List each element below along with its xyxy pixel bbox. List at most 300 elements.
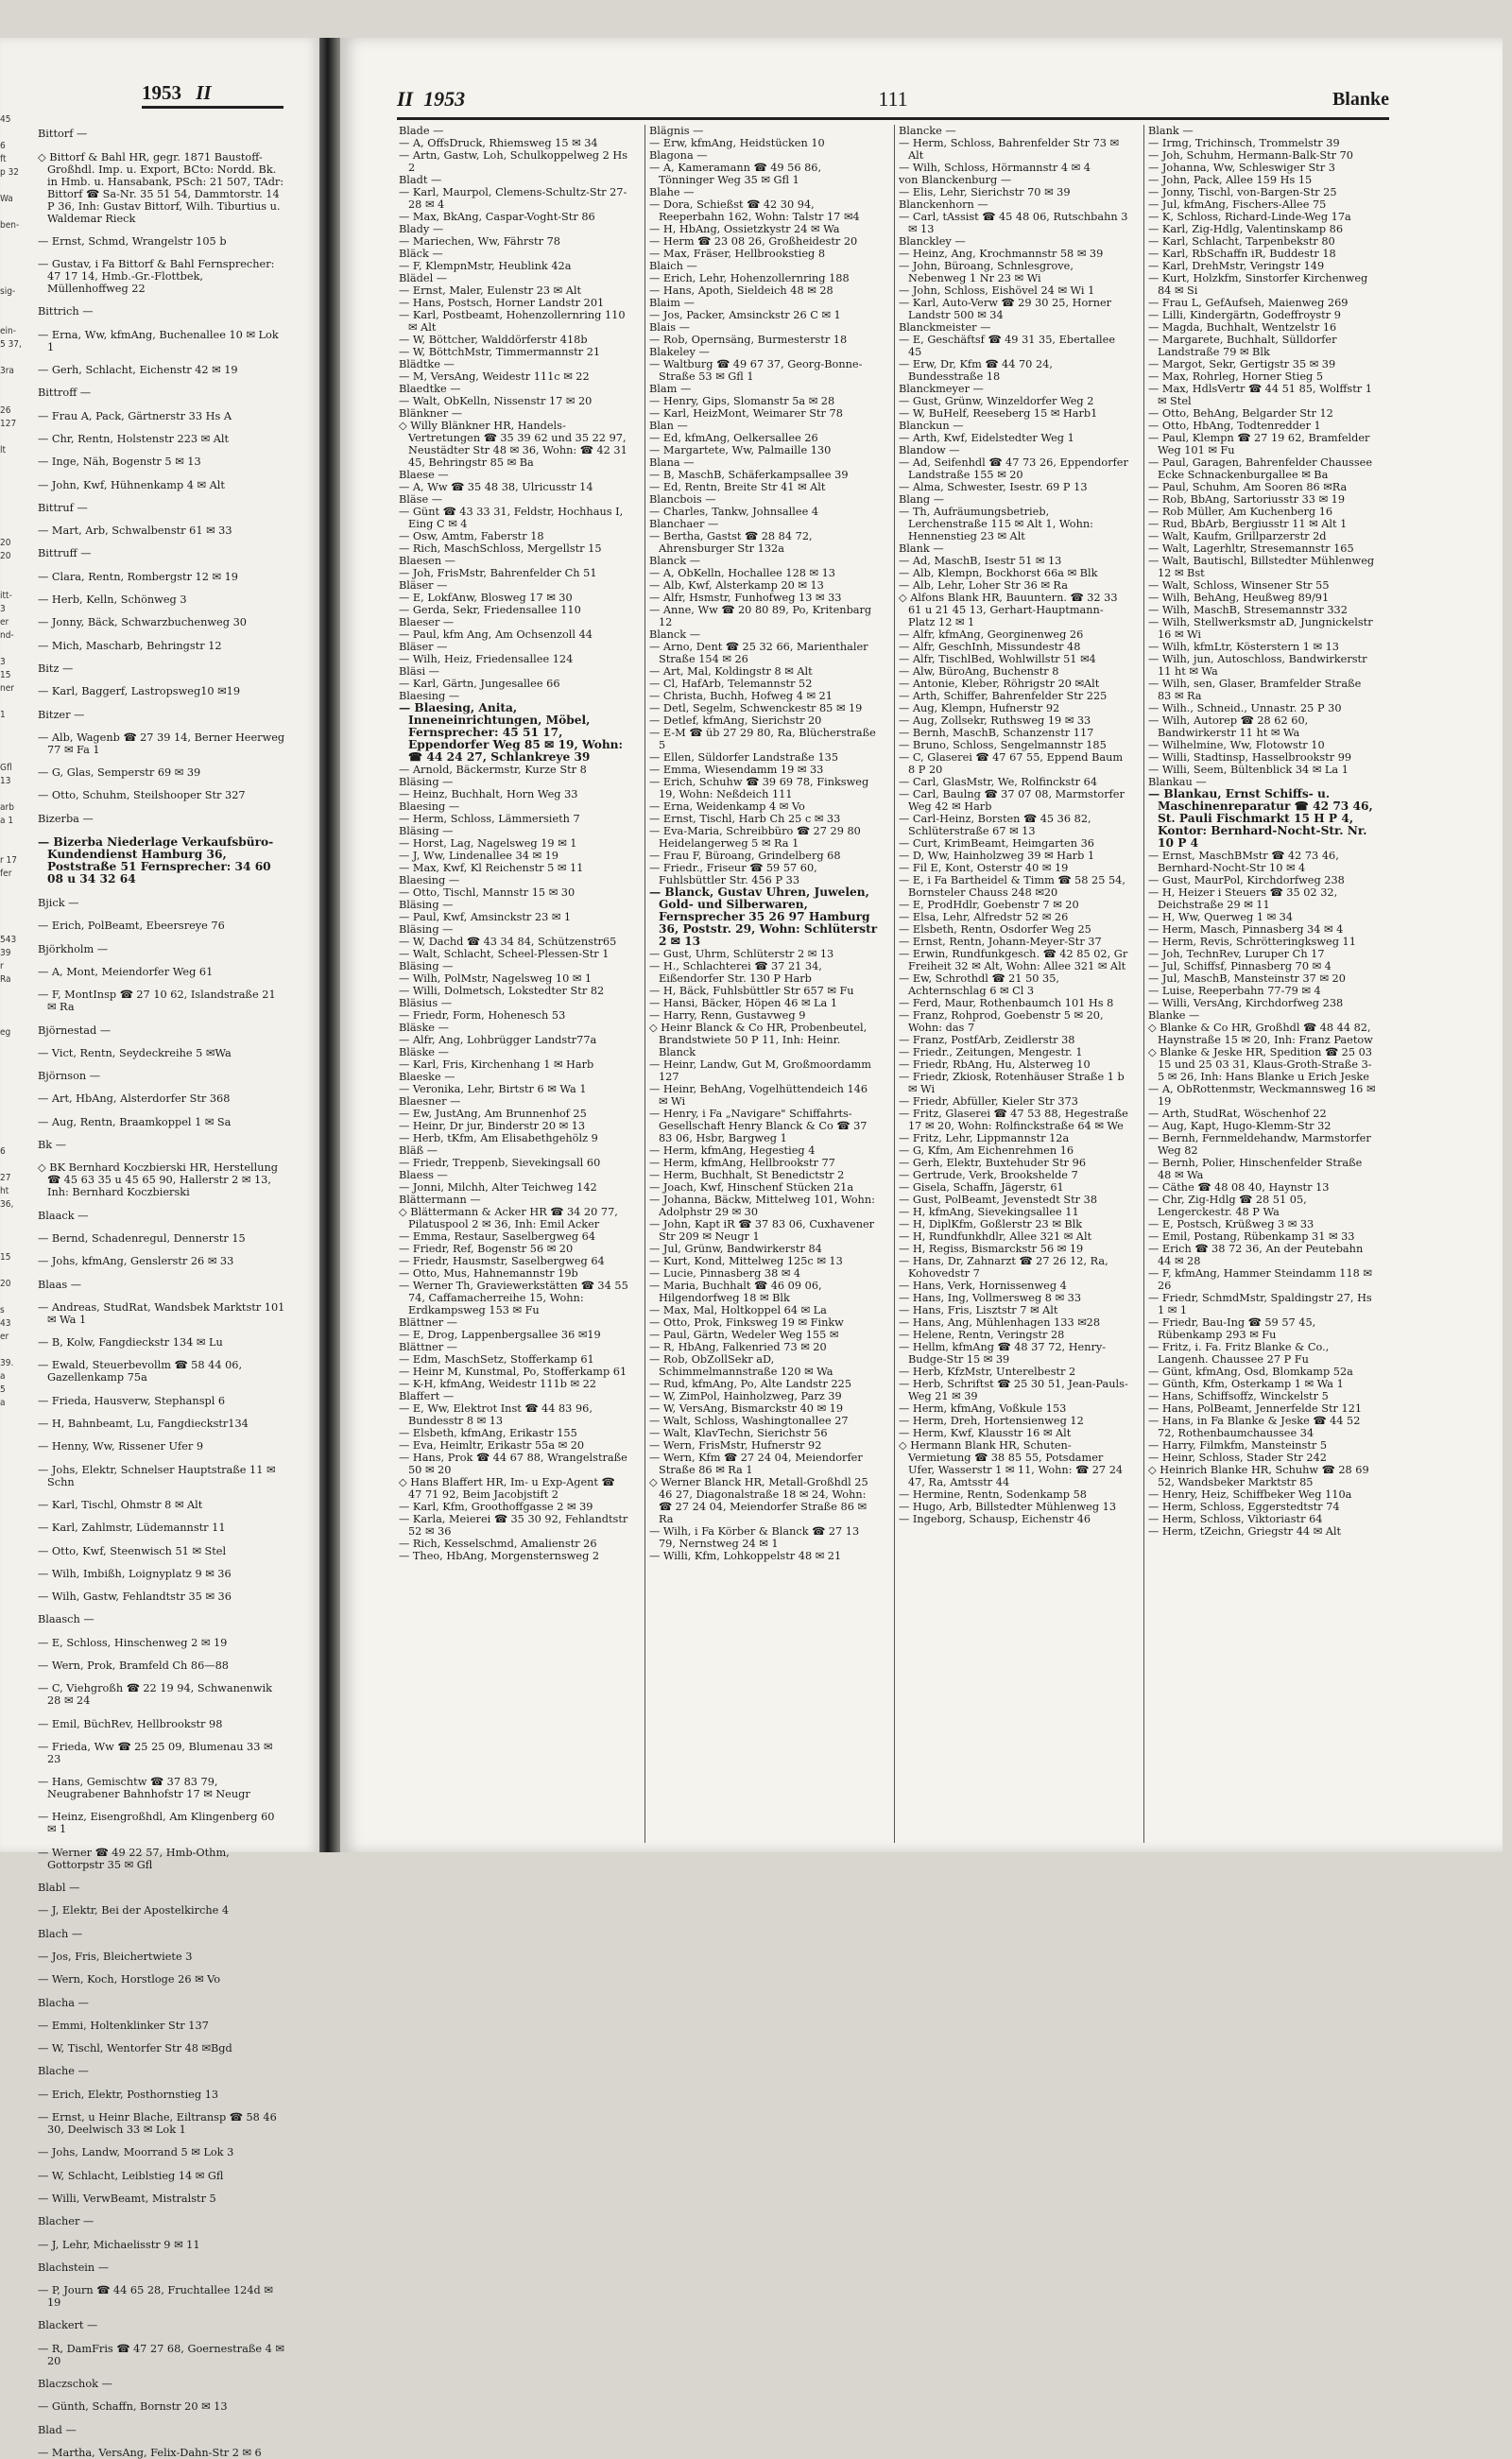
edge-fragment <box>0 920 15 934</box>
directory-entry: — Waltburg ☎ 49 67 37, Georg-Bonne-Straße 53 ✉ Gfl 1 <box>649 358 863 383</box>
directory-entry: — Hans, PolBeamt, Jennerfelde Str 121 <box>1148 1402 1363 1415</box>
directory-entry: — Heinr, Schloss, Stader Str 242 <box>1148 1452 1327 1464</box>
directory-entry: — Frau L, GefAufseh, Maienweg 269 <box>1148 297 1349 309</box>
edge-fragment: r 17 <box>0 855 17 866</box>
directory-entry: Blabl — <box>38 1882 80 1895</box>
directory-entry: — Hans, Verk, Hornissenweg 4 <box>899 1280 1067 1292</box>
directory-entry: Bladt — <box>399 174 442 186</box>
edge-fragment <box>0 643 15 656</box>
directory-entry: — Cäthe ☎ 48 08 40, Haynstr 13 <box>1148 1181 1330 1194</box>
directory-entry: — Franz, PostfArb, Zeidlerstr 38 <box>899 1034 1075 1046</box>
directory-entry: — Heinz, Ang, Krochmannstr 58 ✉ 39 <box>899 248 1104 260</box>
directory-entry: — Ferd, Maur, Rothenbaumch 101 Hs 8 <box>899 997 1114 1009</box>
directory-entry: — Carl-Heinz, Borsten ☎ 45 36 82, Schlüterstraße 67 ✉ 13 <box>899 813 1091 837</box>
edge-fragment: 5 37, <box>0 339 22 350</box>
directory-entry: — Karl, Gärtn, Jungesallee 66 <box>399 678 560 690</box>
edge-fragment <box>0 735 15 748</box>
directory-entry: Blaas — <box>38 1278 82 1291</box>
edge-fragment: r <box>0 961 4 972</box>
edge-fragment <box>0 232 15 246</box>
edge-fragment <box>0 1225 15 1238</box>
catchword: Blanke <box>1332 89 1389 110</box>
directory-entry: — Dora, Schießst ☎ 42 30 94, Reeperbahn 162, Wohn: Talstr 17 ✉4 <box>649 198 860 223</box>
directory-entry: — Alfr, Hsmstr, Funhofweg 13 ✉ 33 <box>649 592 842 604</box>
directory-entry: — Erw, kfmAng, Heidstücken 10 <box>649 137 825 149</box>
edge-fragment <box>0 259 15 272</box>
directory-entry: Blankau — <box>1148 776 1207 788</box>
directory-entry: Bläsing — <box>399 899 454 911</box>
directory-entry: — John, Pack, Allee 159 Hs 15 <box>1148 174 1313 186</box>
directory-entry: — Johanna, Bäckw, Mittelweg 101, Wohn: Adolphstr 29 ✉ 30 <box>649 1194 875 1218</box>
directory-entry: — A, ObKelln, Hochallee 128 ✉ 13 <box>649 567 835 579</box>
edge-fragment: ht <box>0 1186 9 1196</box>
directory-entry: — Herm, Dreh, Hortensienweg 12 <box>899 1415 1084 1427</box>
directory-entry: — Margartete, Ww, Palmaille 130 <box>649 444 832 456</box>
directory-entry: — F, kfmAng, Hammer Steindamm 118 ✉ 26 <box>1148 1267 1372 1292</box>
directory-entry: Bläsing — <box>399 923 454 936</box>
directory-entry: — D, Ww, Hainholzweg 39 ✉ Harb 1 <box>899 850 1095 862</box>
directory-entry: Björkholm — <box>38 942 109 955</box>
directory-entry: — Kurt, Holzkfm, Sinstorfer Kirchenweg 84 ✉ Si <box>1148 272 1368 297</box>
directory-entry: Björnson — <box>38 1070 101 1083</box>
directory-entry: — Hans, Ing, Vollmersweg 8 ✉ 33 <box>899 1292 1082 1304</box>
directory-entry: — H, DiplKfm, Goßlerstr 23 ✉ Blk <box>899 1218 1083 1230</box>
edge-fragment: 43 <box>0 1318 11 1329</box>
directory-entry: — Max, Rohrleg, Horner Stieg 5 <box>1148 370 1324 383</box>
header-part: II <box>397 87 414 111</box>
directory-entry: — Erna, Weidenkamp 4 ✉ Vo <box>649 800 805 813</box>
edge-fragment: 26 <box>0 405 11 416</box>
directory-entry: — Heinz, Eisengroßhdl, Am Klingenberg 60 ✉ 1 <box>38 1811 275 1836</box>
directory-entry: — H, Bäck, Fuhlsbüttler Str 657 ✉ Fu <box>649 985 854 997</box>
directory-entry: Blana — <box>649 456 695 469</box>
directory-entry: — E, ProdHdlr, Goebenstr 7 ✉ 20 <box>899 899 1079 911</box>
directory-entry: — E, Postsch, Krüßweg 3 ✉ 33 <box>1148 1218 1314 1230</box>
directory-entry: — Wern, Kfm ☎ 27 24 04, Meiendorfer Straße 86 ✉ Ra 1 <box>649 1452 863 1476</box>
edge-fragment: itt- <box>0 591 12 601</box>
directory-entry: — John, Büroang, Schnlesgrove, Nebenweg 1 Nr 23 ✉ Wi <box>899 260 1074 284</box>
directory-entry: ◇ Werner Blanck HR, Metall-Großhdl 25 46 27, Diagonalstraße 18 ✉ 24, Wohn: ☎ 27 24 04, Meiendorfer Straße 86 ✉ Ra <box>649 1476 868 1525</box>
directory-entry: — Erna, Ww, kfmAng, Buchenallee 10 ✉ Lok 1 <box>38 328 279 353</box>
directory-entry: — Gertrude, Verk, Brookshelde 7 <box>899 1169 1078 1181</box>
directory-entry: — Gerh, Schlacht, Eichenstr 42 ✉ 19 <box>38 364 238 377</box>
directory-entry: — Walt, Schloss, Washingtonallee 27 <box>649 1415 849 1427</box>
directory-entry: — Jos, Packer, Amsinckstr 26 C ✉ 1 <box>649 309 841 321</box>
edge-fragment <box>0 841 15 854</box>
directory-entry: — Herb, Schriftst ☎ 25 30 51, Jean-Pauls-Weg 21 ✉ 39 <box>899 1378 1128 1402</box>
directory-entry: — Herm, kfmAng, Hegestieg 4 <box>649 1144 816 1157</box>
directory-entry: — Karl, Zig-Hdlg, Valentinskamp 86 <box>1148 223 1344 235</box>
directory-entry: — Vict, Rentn, Seydeckreihe 5 ✉Wa <box>38 1046 232 1059</box>
directory-entry: Blanckmeyer — <box>899 383 984 395</box>
edge-fragment: sig- <box>0 286 16 297</box>
directory-entry: — Wilh, Autorep ☎ 28 62 60, Bandwirkerstr 11 ht ✉ Wa <box>1148 714 1309 739</box>
edge-fragment <box>0 1000 15 1013</box>
directory-entry: — Rud, kfmAng, Po, Alte Landstr 225 <box>649 1378 852 1390</box>
directory-entry: — E, i Fa Bartheidel & Timm ☎ 58 25 54, Bornsteler Chauss 248 ✉20 <box>899 874 1125 899</box>
directory-entry: — Alfr, kfmAng, Georginenweg 26 <box>899 628 1084 641</box>
directory-entry: — Paul, Garagen, Bahrenfelder Chaussee Ecke Schnackenburgallee ✉ Ba <box>1148 456 1373 481</box>
edge-fragment <box>0 576 15 590</box>
directory-entry: — Martha, VersAng, Felix-Dahn-Str 2 ✉ 6 <box>38 2446 262 2459</box>
directory-entry: — Friedr, Zkiosk, Rotenhäuser Straße 1 b ✉ Wi <box>899 1071 1125 1095</box>
directory-entry: — A, Kameramann ☎ 49 56 86, Tönninger Weg 35 ✉ Gfl 1 <box>649 162 822 186</box>
directory-entry: — Wilhelmine, Ww, Flotowstr 10 <box>1148 739 1325 751</box>
directory-entry: Blang — <box>899 493 945 506</box>
directory-entry: Bläser — <box>399 641 448 653</box>
directory-entry: — Bizerba Niederlage Verkaufsbüro-Kundendienst Hamburg 36, Poststraße 51 Fernsprecher: 34 60 08 u 34 32 64 <box>38 834 274 886</box>
directory-entry: — Günt, kfmAng, Osd, Blomkamp 52a <box>1148 1366 1353 1378</box>
edge-fragment: ft <box>0 154 7 164</box>
directory-entry: — Karla, Meierei ☎ 35 30 92, Fehlandtstr 52 ✉ 36 <box>399 1513 628 1538</box>
directory-entry: — Karl, Tischl, Ohmstr 8 ✉ Alt <box>38 1498 203 1511</box>
directory-entry: — Friedr, Bau-Ing ☎ 59 57 45, Rübenkamp 293 ✉ Fu <box>1148 1316 1316 1341</box>
edge-fragment <box>0 1053 15 1066</box>
directory-entry: Blaess — <box>399 1169 448 1181</box>
edge-fragment: a <box>0 1398 6 1408</box>
directory-entry: — Herb, tKfm, Am Elisabethgehölz 9 <box>399 1132 598 1144</box>
directory-entry: — Arth, Kwf, Eidelstedter Weg 1 <box>899 432 1074 444</box>
directory-entry: — Hansi, Bäcker, Höpen 46 ✉ La 1 <box>649 997 838 1009</box>
directory-entry: Blady — <box>399 223 444 235</box>
directory-entry: Bittorf — <box>38 128 88 141</box>
edge-fragment: ner <box>0 683 14 694</box>
directory-entry: Bittroff — <box>38 387 92 400</box>
directory-entry: — Ernst, Schmd, Wrangelstr 105 b <box>38 234 227 248</box>
directory-entry: Blank — <box>899 542 944 555</box>
directory-entry: — Harry, Renn, Gustavweg 9 <box>649 1009 806 1022</box>
edge-fragment: a 1 <box>0 816 14 826</box>
directory-entry: — Wilh, sen, Glaser, Bramfelder Straße 83 ✉ Ra <box>1148 678 1362 702</box>
directory-entry: — Karl, DrehMstr, Veringstr 149 <box>1148 260 1325 272</box>
directory-entry: — Ernst, Rentn, Johann-Meyer-Str 37 <box>899 936 1102 948</box>
directory-entry: Blad — <box>38 2423 77 2436</box>
directory-entry: Blancbois — <box>649 493 716 506</box>
edge-fragment <box>0 894 15 907</box>
edge-fragment: ben- <box>0 220 20 231</box>
edge-fragment <box>0 1291 15 1304</box>
edge-fragment <box>0 1079 15 1092</box>
directory-entry: — J, Lehr, Michaelisstr 9 ✉ 11 <box>38 2238 200 2251</box>
edge-fragment <box>0 1132 15 1145</box>
directory-entry: — Osw, Amtm, Faberstr 18 <box>399 530 544 542</box>
directory-entry: — Alma, Schwester, Isestr. 69 P 13 <box>899 481 1088 493</box>
directory-entry: — Walt, KlavTechn, Sierichstr 56 <box>649 1427 828 1439</box>
directory-entry: — Heinr M, Kunstmal, Po, Stofferkamp 61 <box>399 1366 627 1378</box>
directory-entry: — Willi, Dolmetsch, Lokstedter Str 82 <box>399 985 605 997</box>
directory-entry: — Joh, FrisMstr, Bahrenfelder Ch 51 <box>399 567 597 579</box>
directory-entry: — Ad, MaschB, Isestr 51 ✉ 13 <box>899 555 1062 567</box>
directory-entry: — Ew, JustAng, Am Brunnenhof 25 <box>399 1108 587 1120</box>
directory-entry: Blaesing — <box>399 874 460 886</box>
directory-entry: Blagona — <box>649 149 708 162</box>
directory-entry: — Gust, Uhrm, Schlüterstr 2 ✉ 13 <box>649 948 834 960</box>
directory-entry: — Jonni, Milchh, Alter Teichweg 142 <box>399 1181 597 1194</box>
directory-entry: — Alb, Lehr, Loher Str 36 ✉ Ra <box>899 579 1068 592</box>
directory-entry: — W, Tischl, Wentorfer Str 48 ✉Bgd <box>38 2042 232 2055</box>
edge-fragment <box>0 378 15 391</box>
directory-entry: — Karl, Zahlmstr, Lüdemannstr 11 <box>38 1522 226 1535</box>
directory-entry: Bizerba — <box>38 812 94 825</box>
directory-entry: — Henry, Heiz, Schiffbeker Weg 110a <box>1148 1488 1352 1501</box>
directory-entry: — Herm, kfmAng, Voßkule 153 <box>899 1402 1067 1415</box>
directory-entry: — E, Schloss, Hinschenweg 2 ✉ 19 <box>38 1636 228 1649</box>
directory-entry: Bittruf — <box>38 501 88 514</box>
edge-fragment: 1 <box>0 710 6 720</box>
directory-entry: Blanchaer — <box>649 518 719 530</box>
directory-entry: — Emil, Postang, Rübenkamp 31 ✉ 33 <box>1148 1230 1355 1243</box>
directory-entry: — Max, BkAng, Caspar-Voght-Str 86 <box>399 211 595 223</box>
directory-entry: — Ewald, Steuerbevollm ☎ 58 44 06, Gazellenkamp 75a <box>38 1359 243 1384</box>
directory-entry: — Wilh, MaschB, Stresemannstr 332 <box>1148 604 1348 616</box>
directory-entry: — Herb, Kelln, Schönweg 3 <box>38 593 187 607</box>
directory-entry: — Joach, Kwf, Hinschenf Stücken 21a <box>649 1181 854 1194</box>
directory-entry: — Gust, MaurPol, Kirchdorfweg 238 <box>1148 874 1345 886</box>
edge-fragment: 543 <box>0 935 17 945</box>
directory-entry: — Werner Th, Graviewerkstätten ☎ 34 55 74, Caffamacherreihe 15, Wohn: Erdkampsweg 153 ✉ Fu <box>399 1280 628 1316</box>
directory-entry: — John, Schloss, Eishövel 24 ✉ Wi 1 <box>899 284 1095 297</box>
directory-entry: — Wern, Prok, Bramfeld Ch 86—88 <box>38 1659 229 1672</box>
directory-entry: ◇ Blättermann & Acker HR ☎ 34 20 77, Pilatuspool 2 ✉ 36, Inh: Emil Acker <box>399 1206 618 1230</box>
directory-entry: — Th, Aufräumungsbetrieb, Lerchenstraße 115 ✉ Alt 1, Wohn: Hennenstieg 23 ✉ Alt <box>899 506 1093 542</box>
directory-entry: — Blankau, Ernst Schiffs- u. Maschinenreparatur ☎ 42 73 46, St. Pauli Fischmarkt 15 H P 4, Kontor: Bernhard-Nocht-Str. Nr. 10 P 4 <box>1148 787 1373 850</box>
directory-entry: — Otto, BehAng, Belgarder Str 12 <box>1148 407 1333 420</box>
header-part-year <box>397 87 465 112</box>
directory-entry: — Henry, i Fa „Navigare" Schiffahrts-Gesellschaft Henry Blanck & Co ☎ 37 83 06, Hsbr, Bargweg 1 <box>649 1108 868 1144</box>
directory-entry: — R, HbAng, Falkenried 73 ✉ 20 <box>649 1341 827 1353</box>
edge-fragment: 27 <box>0 1173 11 1183</box>
edge-fragment: 15 <box>0 1252 11 1263</box>
directory-entry: — Wilh, Gastw, Fehlandtstr 35 ✉ 36 <box>38 1591 232 1604</box>
edge-fragment <box>0 1013 15 1026</box>
directory-entry: Bläse — <box>399 493 443 506</box>
directory-entry: — Gisela, Schaffn, Jägerstr, 61 <box>899 1181 1064 1194</box>
directory-entry: — Ew, Schrothdl ☎ 21 50 35, Achternschlag 6 ✉ Cl 3 <box>899 972 1059 997</box>
directory-entry: — Bernd, Schadenregul, Dennerstr 15 <box>38 1231 246 1245</box>
edge-fragment <box>0 471 15 484</box>
directory-entry: — H., Schlachterei ☎ 37 21 34, Eißendorfer Str. 130 P Harb <box>649 960 822 985</box>
edge-fragment: 36, <box>0 1199 14 1210</box>
directory-entry: ◇ Blanke & Co HR, Großhdl ☎ 48 44 82, Haynstraße 15 ✉ 20, Inh: Franz Paetow <box>1148 1022 1373 1046</box>
directory-entry: Blaasch — <box>38 1613 94 1626</box>
left-column <box>38 117 285 2459</box>
directory-entry: — Margarete, Buchhalt, Sülldorfer Landstraße 79 ✉ Blk <box>1148 334 1337 358</box>
left-page <box>0 38 319 2459</box>
directory-entry: — Emma, Wiesendamm 19 ✉ 33 <box>649 764 824 776</box>
directory-entry: — Friedr, Treppenb, Sievekingsall 60 <box>399 1157 601 1169</box>
directory-entry: — Frau A, Pack, Gärtnerstr 33 Hs A <box>38 409 232 422</box>
directory-entry: — Theo, HbAng, Morgensternsweg 2 <box>399 1550 600 1562</box>
directory-columns <box>395 125 1391 1843</box>
directory-entry: — Emma, Restaur, Saselbergweg 64 <box>399 1230 596 1243</box>
directory-entry: von Blanckenburg — <box>899 174 1012 186</box>
edge-fragment <box>0 1264 15 1278</box>
directory-entry: ◇ Heinrich Blanke HR, Schuhw ☎ 28 69 52, Wandsbeker Marktstr 85 <box>1148 1464 1369 1488</box>
directory-entry: ◇ Hans Blaffert HR, Im- u Exp-Agent ☎ 47 71 92, Beim Jacobjstift 2 <box>399 1476 615 1501</box>
directory-entry: — Ernst, MaschBMstr ☎ 42 73 46, Bernhard-Nocht-Str 10 ✉ 4 <box>1148 850 1339 874</box>
directory-entry: — Eva-Maria, Schreibbüro ☎ 27 29 80 Heidelangerweg 5 ✉ Ra 1 <box>649 825 861 850</box>
directory-entry: ◇ Alfons Blank HR, Bauuntern. ☎ 32 33 61 u 21 45 13, Gerhart-Hauptmann-Platz 12 ✉ 1 <box>899 592 1118 628</box>
directory-entry: — Fil E, Kont, Osterstr 40 ✉ 19 <box>899 862 1069 874</box>
directory-entry: — K-H, kfmAng, Weidestr 111b ✉ 22 <box>399 1378 596 1390</box>
directory-entry: — Kurt, Kond, Mittelweg 125c ✉ 13 <box>649 1255 843 1267</box>
directory-entry: — Hellm, kfmAng ☎ 48 37 72, Henry-Budge-Str 15 ✉ 39 <box>899 1341 1107 1366</box>
directory-entry: — Detl, Segelm, Schwenckestr 85 ✉ 19 <box>649 702 863 714</box>
directory-entry: — Wern, FrisMstr, Hufnerstr 92 <box>649 1439 822 1452</box>
edge-fragment: s <box>0 1305 5 1315</box>
edge-fragment <box>0 1066 15 1079</box>
directory-entry: Blanckley — <box>899 235 966 248</box>
directory-entry: — B, MaschB, Schäferkampsallee 39 <box>649 469 849 481</box>
directory-entry: — Lilli, Kindergärtn, Godeffroystr 9 <box>1148 309 1341 321</box>
directory-entry: — Bernh, Polier, Hinschenfelder Straße 48 ✉ Wa <box>1148 1157 1363 1181</box>
directory-entry: — Harry, Filmkfm, Mansteinstr 5 <box>1148 1439 1328 1452</box>
directory-entry: — Gerh, Elektr, Buxtehuder Str 96 <box>899 1157 1087 1169</box>
directory-entry: — Curt, KrimBeamt, Heimgarten 36 <box>899 837 1094 850</box>
directory-entry: ◇ BK Bernhard Koczbierski HR, Herstellung ☎ 45 63 35 u 45 65 90, Hallerstr 2 ✉ 13, Inh: Bernhard Koczbierski <box>38 1161 279 1199</box>
header-year: 1953 <box>423 87 466 111</box>
directory-entry: Blanckenhorn — <box>899 198 988 211</box>
directory-entry: — Magda, Buchhalt, Wentzelstr 16 <box>1148 321 1337 334</box>
directory-entry: — E, Ww, Elektrot Inst ☎ 44 83 96, Bundesstr 8 ✉ 13 <box>399 1402 593 1427</box>
directory-entry: — Friedr., Friseur ☎ 59 57 60, Fuhlsbüttler Str. 456 P 33 <box>649 862 817 886</box>
left-page-header <box>142 81 284 109</box>
directory-entry: — Erich, Lehr, Hohenzollernring 188 <box>649 272 850 284</box>
directory-entry: — Paul, Schuhm, Am Sooren 86 ✉Ra <box>1148 481 1348 493</box>
directory-entry: — Herm, Masch, Pinnasberg 34 ✉ 4 <box>1148 923 1344 936</box>
directory-entry: — Jul, Grünw, Bandwirkerstr 84 <box>649 1243 822 1255</box>
edge-fragment: a <box>0 1371 6 1382</box>
directory-entry: — H, Rundfunkhdlr, Allee 321 ✉ Alt <box>899 1230 1092 1243</box>
directory-entry: — Chr, Rentn, Holstenstr 223 ✉ Alt <box>38 432 230 445</box>
right-page <box>340 38 1503 1852</box>
edge-fragment: 15 <box>0 670 11 680</box>
directory-entry: Bittrich — <box>38 305 94 318</box>
directory-entry: — Wilh, jun, Autoschloss, Bandwirkerstr 11 ht ✉ Wa <box>1148 653 1367 678</box>
directory-entry: — Erw, Dr, Kfm ☎ 44 70 24, Bundesstraße 18 <box>899 358 1053 383</box>
directory-entry: — Rob, BbAng, Sartoriusstr 33 ✉ 19 <box>1148 493 1346 506</box>
edge-fragment: 5 <box>0 1384 6 1395</box>
directory-entry: Bläsing — <box>399 825 454 837</box>
edge-fragment: arb <box>0 802 14 813</box>
directory-entry: Blaim — <box>649 297 695 309</box>
directory-entry: — Gust, PolBeamt, Jevenstedt Str 38 <box>899 1194 1098 1206</box>
edge-fragment <box>0 563 15 576</box>
edge-fragment: er <box>0 617 9 628</box>
directory-entry: Bläsi — <box>399 665 439 678</box>
directory-column-3 <box>894 125 1128 1843</box>
directory-entry: — Karl, Schlacht, Tarpenbekstr 80 <box>1148 235 1335 248</box>
directory-entry: — Otto, HbAng, Todtenredder 1 <box>1148 420 1321 432</box>
edge-fragment <box>0 457 15 471</box>
directory-entry: — Elsbeth, Rentn, Osdorfer Weg 25 <box>899 923 1091 936</box>
directory-entry: — Karl, Fris, Kirchenhang 1 ✉ Harb <box>399 1058 594 1071</box>
directory-entry: — Aug, Zollsekr, Ruthsweg 19 ✉ 33 <box>899 714 1091 727</box>
directory-entry: Blanckmeister — <box>899 321 991 334</box>
directory-entry: Blach — <box>38 1927 83 1940</box>
directory-entry: — Paul, kfm Ang, Am Ochsenzoll 44 <box>399 628 593 641</box>
directory-entry: Bläsing — <box>399 960 454 972</box>
directory-entry: — F, MontInsp ☎ 27 10 62, Islandstraße 21 ✉ Ra <box>38 989 276 1014</box>
directory-entry: — Heinz, Buchhalt, Horn Weg 33 <box>399 788 578 800</box>
directory-entry: Blahe — <box>649 186 695 198</box>
directory-entry: — John, Kapt iR ☎ 37 83 06, Cuxhavener Str 209 ✉ Neugr 1 <box>649 1218 875 1243</box>
directory-entry: — Paul, Kwf, Amsinckstr 23 ✉ 1 <box>399 911 572 923</box>
directory-entry: — Horst, Lag, Nagelsweg 19 ✉ 1 <box>399 837 577 850</box>
directory-entry: — Ingeborg, Schausp, Eichenstr 46 <box>899 1513 1091 1525</box>
edge-fragment: 13 <box>0 776 11 786</box>
directory-entry: Blank — <box>1148 125 1194 137</box>
book-gutter <box>319 38 340 1852</box>
edge-fragment: lt <box>0 445 7 456</box>
edge-fragment <box>0 881 15 894</box>
directory-entry: — Irmg, Trichinsch, Trommelstr 39 <box>1148 137 1340 149</box>
edge-fragment: Gfl <box>0 763 12 773</box>
directory-entry: — Henry, Gips, Slomanstr 5a ✉ 28 <box>649 395 835 407</box>
edge-fragment <box>0 1040 15 1053</box>
directory-entry: — Herm, Schloss, Lämmersieth 7 <box>399 813 580 825</box>
directory-entry: — Blanck, Gustav Uhren, Juwelen, Gold- und Silberwaren, Fernsprecher 35 26 97 Hamburg 36, Poststr. 29, Wohn: Schlüterstr 2 ✉ 13 <box>649 886 878 948</box>
directory-entry: — Aug, Rentn, Braamkoppel 1 ✉ Sa <box>38 1115 232 1128</box>
edge-fragment <box>0 206 15 219</box>
directory-entry: — H, Regiss, Bismarckstr 56 ✉ 19 <box>899 1243 1084 1255</box>
directory-entry: — Willi, Kfm, Lohkoppelstr 48 ✉ 21 <box>649 1550 842 1562</box>
directory-entry: — Karl, HeizMont, Weimarer Str 78 <box>649 407 843 420</box>
directory-entry: — Werner ☎ 49 22 57, Hmb-Othm, Gottorpstr 35 ✉ Gfl <box>38 1846 230 1871</box>
directory-column-4 <box>1143 125 1378 1843</box>
directory-entry: — Rob, Opernsäng, Burmesterstr 18 <box>649 334 848 346</box>
edge-fragment <box>0 907 15 920</box>
directory-entry: — Herm, tZeichn, Griegstr 44 ✉ Alt <box>1148 1525 1342 1538</box>
directory-entry: ◇ Heinr Blanck & Co HR, Probenbeutel, Brandstwiete 50 P 11, Inh: Heinr. Blanck <box>649 1022 868 1058</box>
directory-entry: — Herm, Schloss, Eggerstedtstr 74 <box>1148 1501 1340 1513</box>
directory-entry: — Alb, Kwf, Alsterkamp 20 ✉ 13 <box>649 579 824 592</box>
directory-entry: — Bernh, MaschB, Schanzenstr 117 <box>899 727 1094 739</box>
directory-entry: — Emil, BüchRev, Hellbrookstr 98 <box>38 1717 223 1730</box>
directory-entry: — Ellen, Süldorfer Landstraße 135 <box>649 751 839 764</box>
directory-entry: — Johs, Elektr, Schnelser Hauptstraße 11 ✉ Schn <box>38 1463 276 1488</box>
directory-entry: — Fritz, i. Fa. Fritz Blanke & Co., Langenh. Chaussee 27 P Fu <box>1148 1341 1330 1366</box>
directory-entry: — Ernst, Maler, Eulenstr 23 ✉ Alt <box>399 284 582 297</box>
edge-fragment: nd- <box>0 630 14 641</box>
directory-entry: Blaesner — <box>399 1095 461 1108</box>
edge-fragment <box>0 1212 15 1225</box>
directory-entry: — E, LokfAnw, Blosweg 17 ✉ 30 <box>399 592 573 604</box>
directory-entry: Blänkner — <box>399 407 463 420</box>
directory-entry: — Otto, Kwf, Steenwisch 51 ✉ Stel <box>38 1544 227 1557</box>
directory-entry: Blättner — <box>399 1341 457 1353</box>
edge-fragment <box>0 1238 15 1251</box>
directory-entry: — Luise, Reeperbahn 77-79 ✉ 4 <box>1148 985 1321 997</box>
page-header <box>397 87 1389 120</box>
edge-fragment: 39 <box>0 948 11 958</box>
directory-entry: — Edm, MaschSetz, Stofferkamp 61 <box>399 1353 594 1366</box>
directory-entry: — Rich, MaschSchloss, Mergellstr 15 <box>399 542 602 555</box>
directory-entry: — Helene, Rentn, Veringstr 28 <box>899 1329 1065 1341</box>
directory-entry: — Herm, kfmAng, Hellbrookstr 77 <box>649 1157 835 1169</box>
edge-fragment <box>0 987 15 1000</box>
directory-entry: — E, Geschäftsf ☎ 49 31 35, Ebertallee 45 <box>899 334 1116 358</box>
directory-entry: — Elis, Lehr, Sierichstr 70 ✉ 39 <box>899 186 1071 198</box>
directory-entry: Blaczschok — <box>38 2378 112 2391</box>
directory-entry: — J, Ww, Lindenallee 34 ✉ 19 <box>399 850 558 862</box>
edge-fragment: 6 <box>0 141 6 151</box>
directory-entry: — A, ObRottenmstr, Weckmannsweg 16 ✉ 19 <box>1148 1083 1376 1108</box>
directory-entry: — Friedr., Zeitungen, Mengestr. 1 <box>899 1046 1083 1058</box>
edge-fragment: 3 <box>0 604 6 614</box>
directory-entry: Blaffert — <box>399 1390 455 1402</box>
directory-entry: Blättermann — <box>399 1194 481 1206</box>
